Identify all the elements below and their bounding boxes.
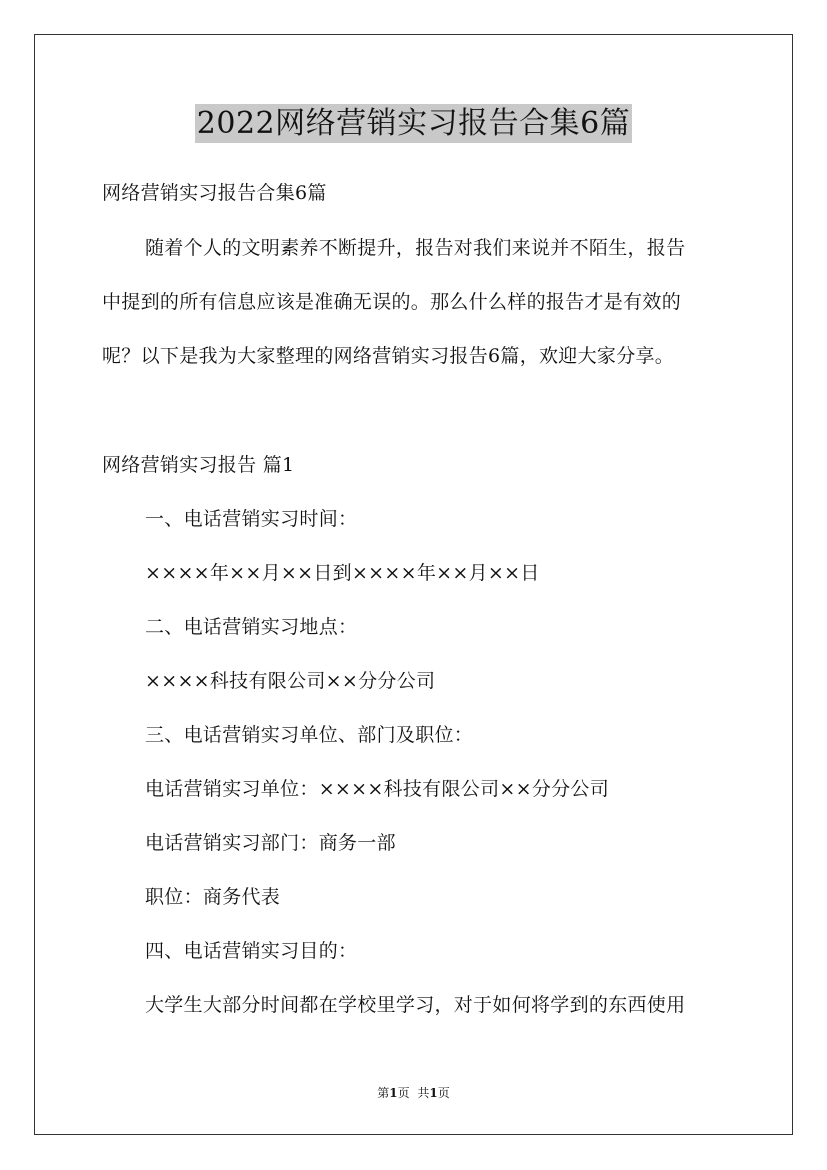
document-subtitle: 网络营销实习报告合集6篇 <box>102 182 327 204</box>
list-item: 四、电话营销实习目的： <box>145 940 358 962</box>
intro-line-3: 呢？以下是我为大家整理的网络营销实习报告6篇，欢迎大家分享。 <box>102 345 675 367</box>
total-label-prefix: 共 <box>417 1086 430 1100</box>
list-item: ××××年××月××日到××××年××月××日 <box>145 562 540 584</box>
list-item: 三、电话营销实习单位、部门及职位： <box>145 724 474 746</box>
intro-line-2: 中提到的所有信息应该是准确无误的。那么什么样的报告才是有效的 <box>102 291 682 313</box>
page-current: 1 <box>389 1086 398 1100</box>
list-item: ××××科技有限公司××分分公司 <box>145 670 436 692</box>
page-total: 1 <box>429 1086 438 1100</box>
list-item: 职位：商务代表 <box>145 886 281 908</box>
list-item: 电话营销实习单位：××××科技有限公司××分分公司 <box>145 778 610 800</box>
total-label-suffix: 页 <box>437 1086 450 1100</box>
list-item: 一、电话营销实习时间： <box>145 508 358 530</box>
document-title <box>0 96 827 152</box>
list-item: 二、电话营销实习地点： <box>145 616 358 638</box>
document-title-text: 2022网络营销实习报告合集6篇 <box>196 106 631 141</box>
intro-line-1: 随着个人的文明素养不断提升，报告对我们来说并不陌生，报告 <box>145 237 686 259</box>
page-footer <box>0 1084 827 1102</box>
list-item: 电话营销实习部门：商务一部 <box>145 832 396 854</box>
page-label-suffix: 页 <box>397 1086 410 1100</box>
section-heading: 网络营销实习报告 篇1 <box>102 454 295 476</box>
page-label-prefix: 第 <box>377 1086 390 1100</box>
list-item: 大学生大部分时间都在学校里学习，对于如何将学到的东西使用 <box>145 994 686 1016</box>
